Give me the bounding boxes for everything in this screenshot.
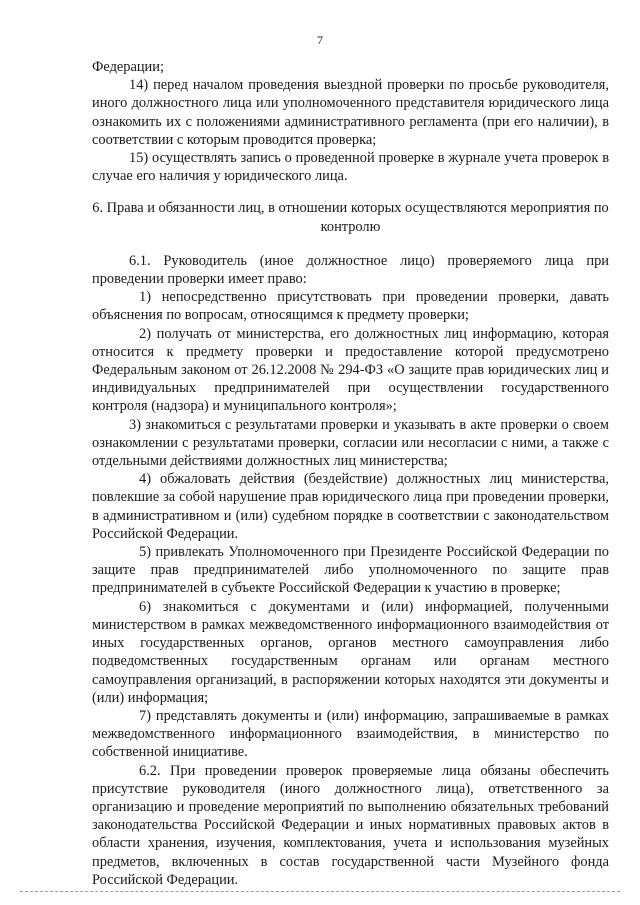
footer-divider xyxy=(20,891,620,892)
paragraph-6-2: 6.2. При проведении проверок проверяемые лица обязаны обеспечить присутствие руководителя (иного должностного лица), ответственного за организацию и проведение мероприятий по выполнению обязательных требований законодательства Российской Федерации и иных нормативных правовых актов в области хранения, изучения, комплектования, учета и использования музейных предметов, включенных в состав государственной части Музейного фонда Российской Федерации. xyxy=(92,762,609,888)
paragraph-right-3: 3) знакомиться с результатами проверки и указывать в акте проверки о своем ознакомлении с результатами проверки, согласии или несогласии с ними, а также с отдельными действиями должностных лиц министерства; xyxy=(92,416,609,470)
paragraph-6-1: 6.1. Руководитель (иное должностное лицо) проверяемого лица при проведении проверки имеет право: xyxy=(92,252,609,288)
paragraph-right-1: 1) непосредственно присутствовать при проведении проверки, давать объяснения по вопросам, относящимся к предмету проверки; xyxy=(92,289,609,324)
paragraph-right-5: 5) привлекать Уполномоченного при Президенте Российской Федерации по защите прав предпринимателей либо уполномоченного по защите прав предпринимателей в субъекте Российской Федерации к участию в проверке; xyxy=(92,544,609,597)
paragraph-right-6: 6) знакомиться с документами и (или) информацией, полученными министерством в рамках межведомственного информационного взаимодействия от иных государственных органов, органов местного самоуправления либо подведомственных государственным органам или органам местного самоуправления организаций, в распоряжении которых находятся эти документы и (или) информация; xyxy=(92,598,609,706)
paragraph-right-7: 7) представлять документы и (или) информацию, запрашиваемые в рамках межведомственного информационного взаимодействия, в министерство по собственной инициативе. xyxy=(92,707,609,761)
page-number: 7 xyxy=(317,33,323,47)
document-body xyxy=(92,58,609,889)
paragraph-right-4: 4) обжаловать действия (бездействие) должностных лиц министерства, повлекшие за собой нарушение прав юридического лица при проведении проверки, в административном и (или) судебном порядке в соответствии с законодательством Российской Федерации. xyxy=(92,471,609,542)
section-heading: 6. Права и обязанности лиц, в отношении которых осуществляются мероприятия по контролю xyxy=(92,200,609,235)
paragraph-item-15: 15) осуществлять запись о проведенной проверке в журнале учета проверок в случае его наличия у юридического лица. xyxy=(92,150,609,185)
paragraph-continuation: Федерации; xyxy=(92,59,164,75)
paragraph-item-14: 14) перед началом проведения выездной проверки по просьбе руководителя, иного должностного лица или уполномоченного представителя юридического лица ознакомить их с положениями административного регламента (при его наличии), в соответствии с которым проводится проверка; xyxy=(92,77,609,148)
paragraph-right-2: 2) получать от министерства, его должностных лиц информацию, которая относится к предмету проверки и предоставление которой предусмотрено Федеральным законом от 26.12.2008 № 294-ФЗ «О защите прав юридических лиц и индивидуальных предпринимателей при осуществлении государственного контроля (надзора) и муниципального контроля»; xyxy=(92,325,609,415)
